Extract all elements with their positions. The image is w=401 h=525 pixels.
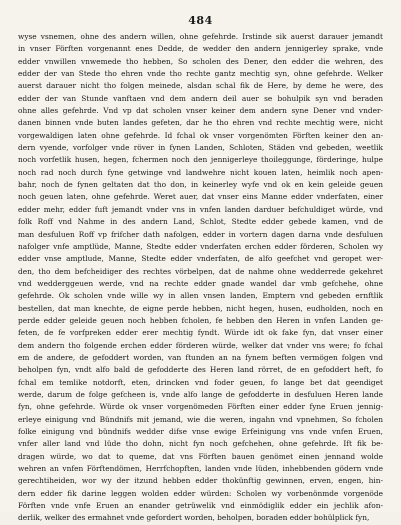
text-line: vnfer aller land vnd lüde tho dohn, nicht fyn noch gefchehen, ohne gefehrde. Ift fik be- [18, 439, 383, 449]
text-line: dern vyende, vorfolger vnde röver in fynen Landen, Schloten, Städen vnd gebeden, weetlik [18, 143, 383, 153]
text-line: noch rad noch durch fyne getwinge vnd landwehre nicht kouen laten, heimlik noch apen- [18, 167, 383, 177]
text-line: danen binnen vnde buten landes gefeten, dar he tho ehren vnd rechte mechtig were, nicht [18, 118, 383, 128]
text-line: erleye einigung vnd Bündnifs mit jemand, wie die weren, ingahn vnd vpnehmen, So fcholen [18, 414, 383, 424]
text-line: dragen würde, wo dat to queme, dat vns Förften bauen genömet einen jennand wolde [18, 451, 383, 461]
text-line: bestellen, dat man knechte, de eigne perde hebben, nicht hegen, husen, eudholden, noch en [18, 303, 383, 313]
text-line: edder mehr, edder fuft jemandt vnder vns in vnfen landen darduer befchuldiget würde, vnd [18, 204, 383, 214]
text-line: perde edder geleide geuen noch hebben fcholen, fe hebben den Heren in vnfen Landen ge- [18, 315, 383, 325]
text-line: wyse vsnemen, ohne des andern willen, ohne gefehrde. Irstinde sik auerst darauer jemandt [18, 32, 383, 41]
text-line: in vnser Förften vorgenannt enes Dedde, de wedder den andern jennigerley sprake, vnde [18, 44, 383, 54]
text-line: edder der van Stede tho ehren vnde tho rechte gantz mechtig syn, ohne gefehrde. Welker [18, 69, 383, 79]
text-line: werde, darum de folge gefcheen is, vnde alfo lange de gefodderte in desfuluen Heren lande [18, 389, 383, 399]
text-line: em de andere, de gefoddert worden, van ftunden an na fynem beften vermögen folgen vnd [18, 352, 383, 362]
text-line: wehren an vnfen Förftendömen, Herrfchopften, landen vnde lüden, inhebbenden gödern vnde [18, 464, 383, 474]
text-line: gerechtiheiden, wor wy der itzund hebben edder thokünftig gewinnen, erven, engen, hin- [18, 476, 383, 486]
text-line: auerst darauer nicht tho folgen meinede, alsdan schal fik de Here, by deme he were, des [18, 81, 383, 91]
text-line: feten, de fe vorfpreken edder erer mechtig fyndt. Würde idt ok fake fyn, dat vnser einer [18, 328, 383, 338]
text-line: dem andern tho folgende erchen edder förderen würde, welker dat vnder vns were; fo fchal [18, 340, 383, 350]
text-line: bahr, noch de fynen geltaten dat tho don, in keinerley wyfe vnd ok en kein geleide geuen [18, 180, 383, 190]
body-text [18, 31, 383, 525]
text-line: edder der van Stunde vanftaen vnd dem andern deil auer se bohulpik syn vnd beraden [18, 93, 383, 103]
text-line: beholpen fyn, vndt alfo bald de gefodderte des Heren land rörret, de en gefoddert heft, fo [18, 365, 383, 375]
text-line: dern edder fik darine leggen wolden edder würden: Scholen wy vorbenönmde vorgenöde [18, 488, 383, 498]
page-number: 484 [188, 14, 213, 27]
text-line: den, tho dem befcheidiger des rechtes vörbelpen, dat de nahme ohne wedderrede gekehret [18, 266, 383, 276]
text-line: derlik, welker des ermahnet vnde gefordert worden, beholpen, boraden edder bohülplick fyn, [18, 513, 370, 523]
text-line: noch vorfetlik husen, hegen, fchermen noch den jennigerleye thoileggunge, förderinge, hulpe [18, 155, 383, 165]
text-line: vorgewaldigen laten ohne gefehrde. Id fchal ok vnser vorgenömten Förften keiner den an- [18, 130, 383, 140]
text-line: ohne alles gefehrde. Vnd vp dat scholen vnser keiner dem andern syne Dener vnd vnder- [18, 106, 383, 116]
text-line: man desfuluen Roff vp frifcher dath nafolgen, edder in vortern dagen darna vnde desfuluen [18, 229, 383, 239]
text-line: nafolger vnfe amptlüde, Manne, Stedte edder vnderfaten erchen edder förderen, Scholen wy [18, 241, 383, 251]
text-line: gefehrde. Ok scholen vnde wille wy in allen vnsen landen, Emptern vnd gebeden ernftlik [18, 291, 383, 301]
text-line: fchal em temlike notdorft, eten, drincken vnd foder geuen, fo lange bet dat geendiget [18, 377, 383, 387]
text-line: noch geuen laten, ohne gefehrde. Weret auer, dat vnser eins Manne edder vnderfaten, einer [18, 192, 383, 202]
text-line: Förften vnde vnfe Eruen an enander getrüwelik vnd einmödiglik edder ein jechlik afon- [18, 501, 383, 511]
text-line: edder vnse amptlude, Manne, Stedte edder vnderfaten, de alfo geefchet vnd geropet wer- [18, 254, 383, 264]
text-line: edder vnwillen vnwemede tho hebben, So scholen des Dener, den edder die wehren, des [18, 56, 383, 66]
text-line: folke einigung vnd bündnifs wedder difse vnse ewige Erfeinigung vns vnde vnfen Eruen, [18, 427, 383, 436]
text-line: fyn, ohne gefehrde. Würde ok vnser vorgenömeden Förften einer edder fyne Eruen jennig- [18, 402, 383, 412]
text-line: folk Roff vnd Nahme in des andern Land, Schlot, Stedte edder gebede kamen, vnd de [18, 217, 383, 227]
text-line: vnd wedderggeuen werde, vnd na rechte edder gnade wandel dar vmb gefchehe, ohne [18, 278, 383, 288]
